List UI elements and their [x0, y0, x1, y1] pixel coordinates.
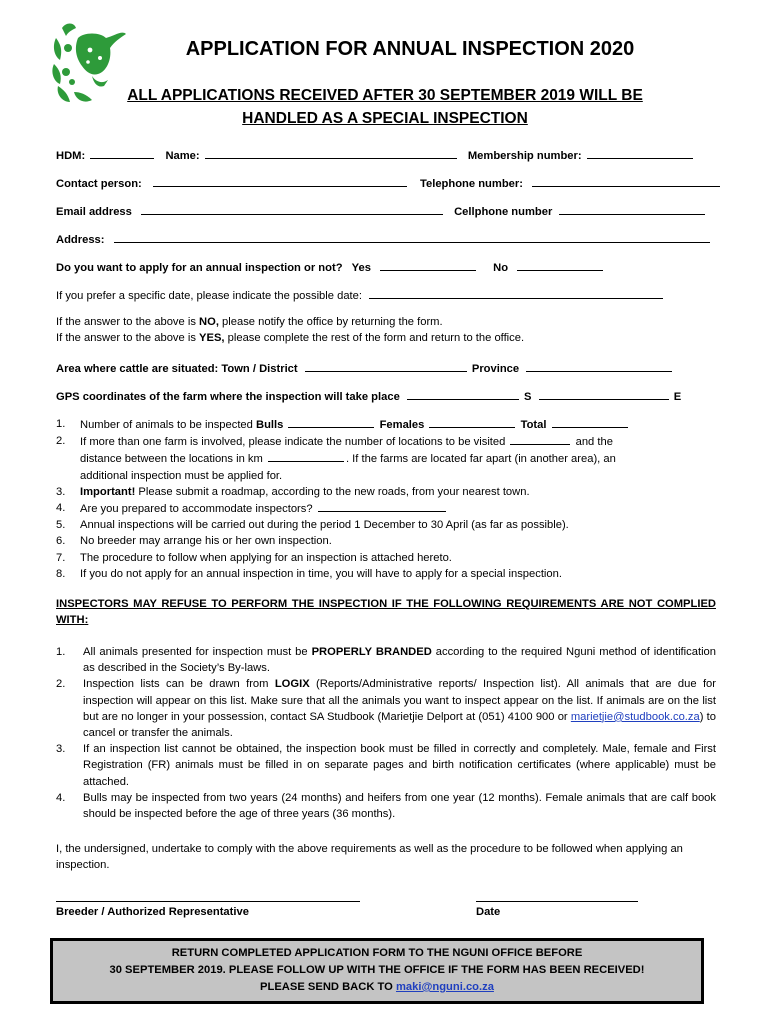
date-label: Date	[476, 906, 501, 918]
distance-field[interactable]	[268, 450, 344, 462]
email-label: Email address	[56, 206, 132, 218]
gps-south-field[interactable]	[407, 388, 519, 400]
telephone-label: Telephone number:	[420, 178, 523, 190]
return-instructions-box	[50, 938, 704, 1004]
return-line2: 30 SEPTEMBER 2019. PLEASE FOLLOW UP WITH THE OFFICE IF THE FORM HAS BEEN RECEIVED!	[109, 964, 645, 976]
answer-yes-suffix: please complete the rest of the form and return to the office.	[224, 332, 525, 344]
return-line1: RETURN COMPLETED APPLICATION FORM TO THE NGUNI OFFICE BEFORE	[171, 947, 583, 959]
logix-bold: LOGIX	[274, 678, 310, 691]
no-label: No	[493, 262, 509, 274]
roadmap-text: Please submit a roadmap, according to the new roads, from your nearest town.	[135, 485, 530, 498]
accommodate-text: Are you prepared to accommodate inspectors?	[80, 503, 313, 516]
date-field[interactable]	[476, 900, 638, 902]
specific-date-field[interactable]	[369, 287, 663, 299]
requirements-heading-text: INSPECTORS MAY REFUSE TO PERFORM THE INSPECTION IF THE FOLLOWING REQUIREMENTS ARE NOT COMPLIED WITH	[56, 598, 716, 626]
breeder-signature-label: Breeder / Authorized Representative	[56, 906, 249, 918]
yes-field[interactable]	[380, 259, 476, 271]
requirements-list	[56, 644, 716, 822]
hdm-label: HDM:	[56, 150, 86, 162]
list-item: 7. The procedure to follow when applying for an inspection is attached hereto.	[56, 550, 716, 566]
gps-row	[56, 388, 716, 404]
specific-date-label: If you prefer a specific date, please indicate the possible date:	[56, 290, 362, 302]
logix-text-tail: (Reports/Administrative reports/ Inspection list). All animals that are due for inspection will appear on this list. Make sure that all the animals you want to inspect appear on the list. If animals are on the list but are no longer in your possession, contact SA Studbook (Marietjie Delport at (051) 4100 900 or	[83, 678, 716, 723]
procedure-text: The procedure to follow when applying for an inspection is attached hereto.	[80, 551, 452, 564]
distance-text: distance between the locations in km	[80, 453, 263, 466]
branding-text-tail: according to the required Nguni method of identification as described in the Society’s By-laws.	[83, 646, 717, 675]
apply-question-row	[56, 259, 716, 275]
logix-text: Inspection lists can be drawn from	[83, 678, 275, 691]
yes-label: Yes	[351, 262, 371, 274]
distance-text-tail: . If the farms are located far apart (in another area), an	[345, 453, 616, 466]
area-row	[56, 360, 716, 376]
address-field[interactable]	[114, 231, 710, 243]
breeder-signature-field[interactable]	[56, 900, 360, 902]
total-field[interactable]	[552, 416, 628, 428]
list-item: 4. Are you prepared to accommodate inspectors?	[56, 500, 716, 517]
list-item: 5. Annual inspections will be carried out during the period 1 December to 30 April (as far as possible).	[56, 517, 716, 533]
contact-telephone-row	[56, 175, 716, 191]
apply-question: Do you want to apply for an annual inspection or not?	[56, 262, 343, 274]
list-item: 3. If an inspection list cannot be obtained, the inspection book must be filled in correctly and completely. Male, female and First Registration (FR) animals must be filled in on separate pages and birth notification certificates (where applicable) must be attached.	[56, 741, 716, 790]
name-field[interactable]	[205, 147, 457, 159]
inspection-period-text: Annual inspections will be carried out during the period 1 December to 30 April (as far as possible).	[80, 519, 569, 532]
accommodate-field[interactable]	[318, 500, 446, 512]
locations-text: If more than one farm is involved, please indicate the number of locations to be visited	[80, 436, 506, 449]
locations-text-tail: and the	[575, 436, 613, 449]
branding-bold: PROPERLY BRANDED	[311, 646, 432, 658]
branding-text: All animals presented for inspection must be	[83, 646, 312, 658]
list-item: 2. If more than one farm is involved, please indicate the number of locations to be visited and the distance between the locations in km . If the farms are located far apart (in another area), an additional inspection must be applied for.	[56, 435, 616, 482]
hdm-field[interactable]	[90, 147, 154, 159]
important-label: Important!	[80, 485, 136, 498]
membership-label: Membership number:	[467, 150, 582, 162]
cellphone-field[interactable]	[559, 203, 705, 215]
list-item: 4. Bulls may be inspected from two years (24 months) and heifers from one year (12 months). Female animals that are calf book should be inspected before the age of three years (36 months).	[56, 790, 716, 822]
membership-field[interactable]	[587, 147, 693, 159]
requirements-heading: INSPECTORS MAY REFUSE TO PERFORM THE INSPECTION IF THE FOLLOWING REQUIREMENTS ARE NOT COMPLIED WITH:	[56, 598, 716, 626]
list-item: 2. Inspection lists can be drawn from LOGIX (Reports/Administrative reports/ Inspection list). All animals that are due for inspection will appear on this list. Make sure that all the animals you want to inspect appear on the list. If animals are on the list but are no longer in your possession, contact SA Studbook (Marietjie Delport at (051) 4100 900 or marietjie@studbook.co.za) to cancel or transfer the animals.	[56, 678, 716, 740]
list-item: 1. All animals presented for inspection must be PROPERLY BRANDED according to the required Nguni method of identification as described in the Society’s By-laws.	[56, 646, 717, 675]
answer-no-prefix: If the answer to the above is	[56, 316, 200, 328]
additional-inspection-text: additional inspection must be applied for.	[80, 469, 283, 482]
deadline-notice-line1: ALL APPLICATIONS RECEIVED AFTER 30 SEPTEMBER 2019 WILL BE	[127, 87, 643, 104]
undertaking-statement: I, the undersigned, undertake to comply with the above requirements as well as the procedure to be followed when applying an inspection.	[56, 843, 683, 871]
animals-count-text: Number of animals to be inspected	[80, 419, 253, 431]
answer-no-bold: NO,	[199, 316, 219, 328]
gps-east-field[interactable]	[539, 388, 669, 400]
telephone-field[interactable]	[532, 175, 720, 187]
answer-no-note	[56, 315, 716, 329]
email-field[interactable]	[141, 203, 443, 215]
special-inspection-text: If you do not apply for an annual inspection in time, you will have to apply for a special inspection.	[80, 567, 562, 580]
province-label: Province	[471, 363, 520, 375]
bulls-field[interactable]	[288, 416, 374, 428]
send-back-text: PLEASE SEND BACK TO	[260, 981, 396, 993]
total-label: Total	[520, 419, 547, 431]
inspection-book-text: If an inspection list cannot be obtained, the inspection book must be filled in correctly and completely. Male, female and First Registration (FR) animals must be filled in on separate pages and birth notification certificates (where applicable) must be attached.	[83, 743, 716, 788]
cellphone-label: Cellphone number	[454, 206, 553, 218]
contact-field[interactable]	[153, 175, 407, 187]
answer-no-suffix: please notify the office by returning the form.	[218, 316, 443, 328]
gps-east-label: E	[673, 391, 682, 403]
name-label: Name:	[165, 150, 200, 162]
no-own-inspection-text: No breeder may arrange his or her own inspection.	[80, 535, 332, 548]
no-field[interactable]	[517, 259, 603, 271]
list-item: 3. Important! Please submit a roadmap, according to the new roads, from your nearest town.	[56, 485, 530, 498]
email-cellphone-row	[56, 203, 716, 219]
nguni-email-link[interactable]: maki@nguni.co.za	[395, 981, 494, 993]
gps-south-label: S	[524, 391, 532, 403]
answer-yes-bold: YES,	[199, 332, 225, 344]
gps-label: GPS coordinates of the farm where the inspection will take place	[56, 391, 400, 403]
cancel-transfer-text: ) to cancel or transfer the animals.	[83, 710, 716, 740]
document-title: APPLICATION FOR ANNUAL INSPECTION 2020	[185, 38, 635, 60]
district-field[interactable]	[305, 360, 467, 372]
address-row	[56, 231, 716, 247]
contact-label: Contact person:	[56, 178, 142, 190]
list-item: 1. Number of animals to be inspected Bulls Females Total	[56, 416, 716, 433]
province-field[interactable]	[526, 360, 672, 372]
area-label: Area where cattle are situated: Town / District	[56, 363, 298, 375]
list-item: 8. If you do not apply for an annual inspection in time, you will have to apply for a special inspection.	[56, 566, 716, 582]
address-label: Address:	[56, 234, 105, 246]
hdm-name-membership-row	[56, 147, 716, 163]
locations-field[interactable]	[510, 433, 570, 445]
bulls-label: Bulls	[256, 419, 284, 431]
return-line3	[53, 979, 701, 996]
studbook-email-link[interactable]: marietjie@studbook.co.za	[570, 710, 700, 723]
age-requirements-text: Bulls may be inspected from two years (24 months) and heifers from one year (12 months). Female animals that are calf book should be inspected before the age of three years (36 months).	[83, 791, 716, 821]
females-label: Females	[379, 419, 425, 431]
deadline-notice-line2: HANDLED AS A SPECIAL INSPECTION	[242, 110, 528, 127]
list-item: 6. No breeder may arrange his or her own inspection.	[56, 533, 716, 549]
females-field[interactable]	[429, 416, 515, 428]
answer-yes-note	[56, 331, 716, 345]
answer-yes-prefix: If the answer to the above is	[56, 332, 200, 344]
specific-date-row	[56, 287, 716, 303]
deadline-notice	[100, 84, 670, 130]
inspection-info-list	[56, 416, 716, 582]
